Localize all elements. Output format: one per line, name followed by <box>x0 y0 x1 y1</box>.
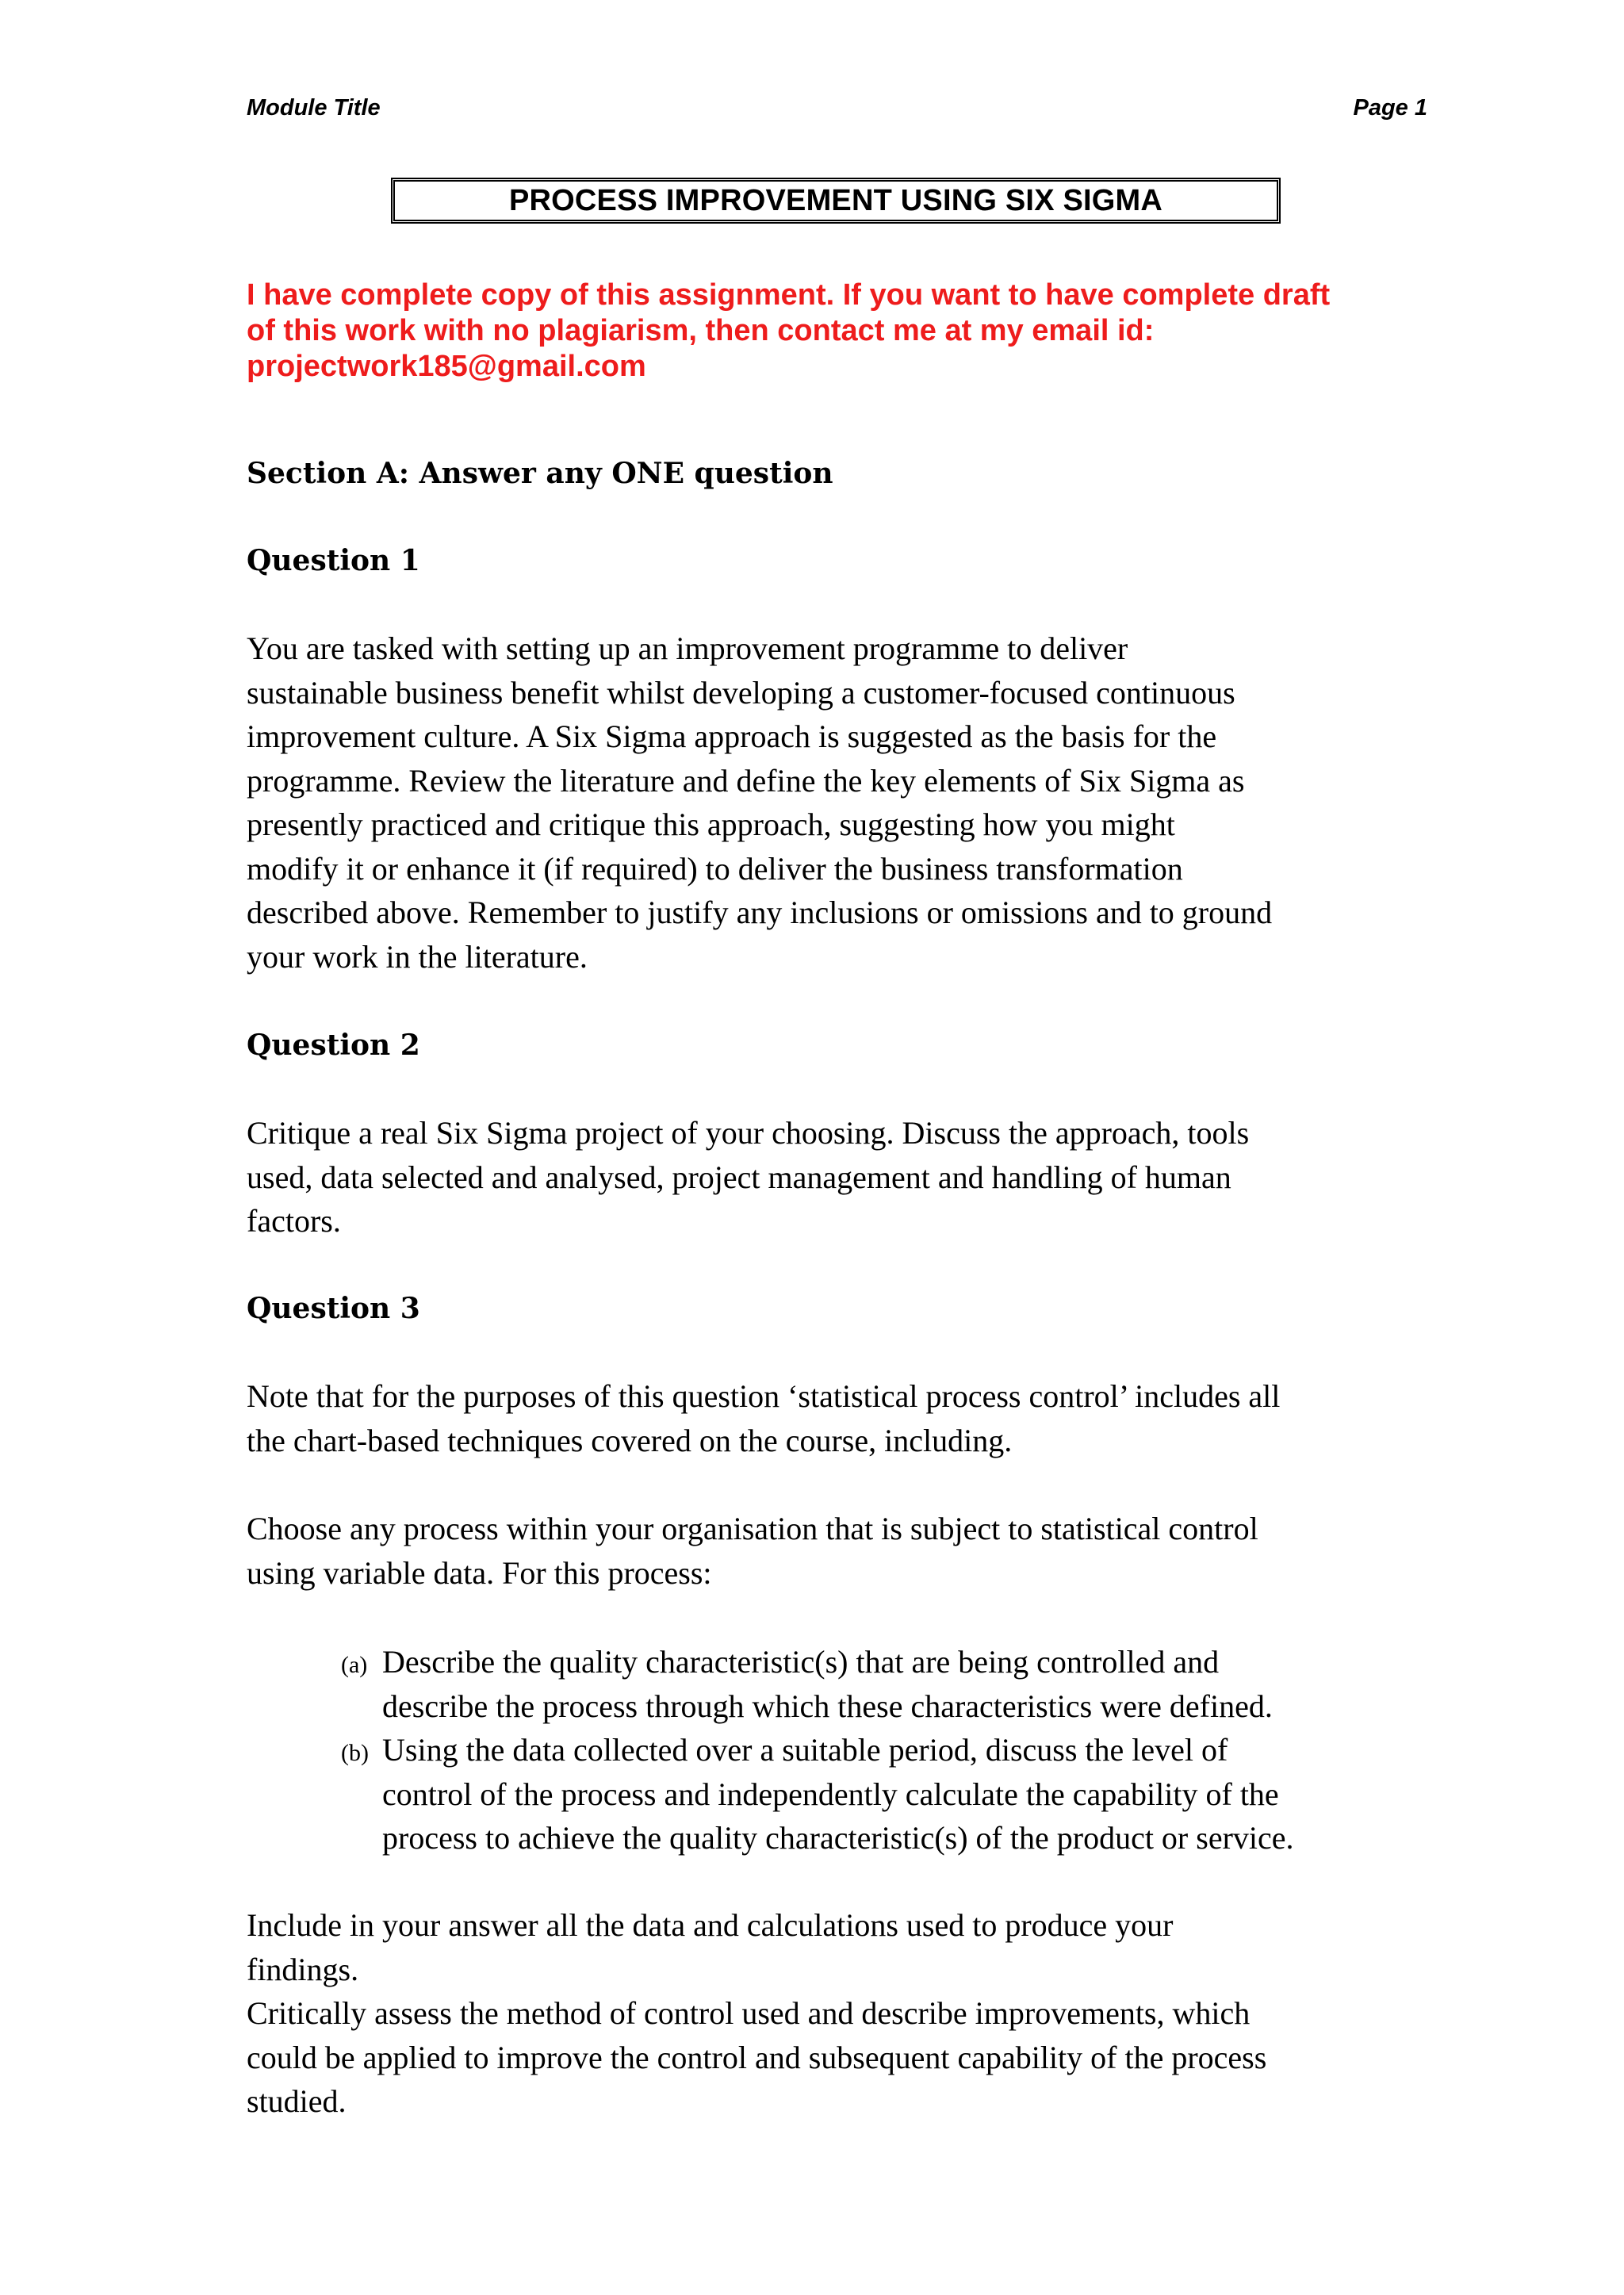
text-line: modify it or enhance it (if required) to deliver the business transformation <box>247 850 1183 887</box>
title-box <box>391 178 1281 224</box>
text-line: factors. <box>247 1203 341 1239</box>
text-line: presently practiced and critique this approach, suggesting how you might <box>247 807 1175 842</box>
notice-line: I have complete copy of this assignment. If you want to have complete draft <box>247 278 1331 312</box>
text-line: improvement culture. A Six Sigma approach is suggested as the basis for the <box>247 718 1217 754</box>
text-line: could be applied to improve the control and subsequent capability of the process <box>247 2039 1267 2075</box>
text-line: programme. Review the literature and define the key elements of Six Sigma as <box>247 762 1245 799</box>
text-line: sustainable business benefit whilst developing a customer-focused continuous <box>247 674 1235 711</box>
question-3-heading: Question 3 <box>247 1292 420 1325</box>
contact-notice <box>247 278 1436 385</box>
notice-email: projectwork185@gmail.com <box>247 350 646 383</box>
text-line: Note that for the purposes of this question ‘statistical process control’ includes all <box>247 1378 1281 1414</box>
document-title: PROCESS IMPROVEMENT USING SIX SIGMA <box>508 183 1163 217</box>
question-1-heading: Question 1 <box>247 544 420 577</box>
question-1-text <box>247 626 1272 979</box>
text-line: Critically assess the method of control used and describe improvements, which <box>247 1995 1251 2031</box>
question-3-choose <box>247 1507 1258 1595</box>
header-page-number: Page 1 <box>1353 95 1427 121</box>
text-line: used, data selected and analysed, project management and handling of human <box>247 1159 1231 1195</box>
notice-line: of this work with no plagiarism, then contact me at my email id: <box>247 314 1155 347</box>
text-line: process to achieve the quality characteristic(s) of the product or service. <box>382 1820 1294 1856</box>
text-line: Include in your answer all the data and calculations used to produce your <box>247 1907 1174 1943</box>
text-line: the chart-based techniques covered on the course, including. <box>247 1422 1013 1458</box>
list-item-b <box>341 1728 1294 1860</box>
text-line: control of the process and independently calculate the capability of the <box>382 1776 1279 1812</box>
text-line: Describe the quality characteristic(s) that are being controlled and <box>382 1644 1220 1680</box>
section-a-heading: Section A: Answer any ONE question <box>247 457 833 490</box>
text-line: describe the process through which these characteristics were defined. <box>382 1688 1273 1724</box>
text-line: findings. <box>247 1951 359 1987</box>
header-module-title: Module Title <box>247 95 381 121</box>
list-marker: (b) <box>341 1740 369 1766</box>
text-line: Choose any process within your organisation that is subject to statistical control <box>247 1511 1258 1546</box>
list-item-a <box>341 1640 1273 1728</box>
text-line: You are tasked with setting up an improvement programme to deliver <box>247 630 1128 666</box>
text-line: studied. <box>247 2083 347 2119</box>
question-3-closing <box>247 1903 1266 2124</box>
question-2-heading: Question 2 <box>247 1029 420 1062</box>
question-2-text <box>247 1111 1249 1243</box>
text-line: described above. Remember to justify any inclusions or omissions and to ground <box>247 895 1273 930</box>
list-marker: (a) <box>341 1652 368 1678</box>
text-line: using variable data. For this process: <box>247 1554 712 1591</box>
text-line: Critique a real Six Sigma project of your choosing. Discuss the approach, tools <box>247 1115 1250 1151</box>
text-line: Using the data collected over a suitable period, discuss the level of <box>382 1732 1228 1768</box>
text-line: your work in the literature. <box>247 938 588 975</box>
question-3-intro <box>247 1374 1280 1462</box>
